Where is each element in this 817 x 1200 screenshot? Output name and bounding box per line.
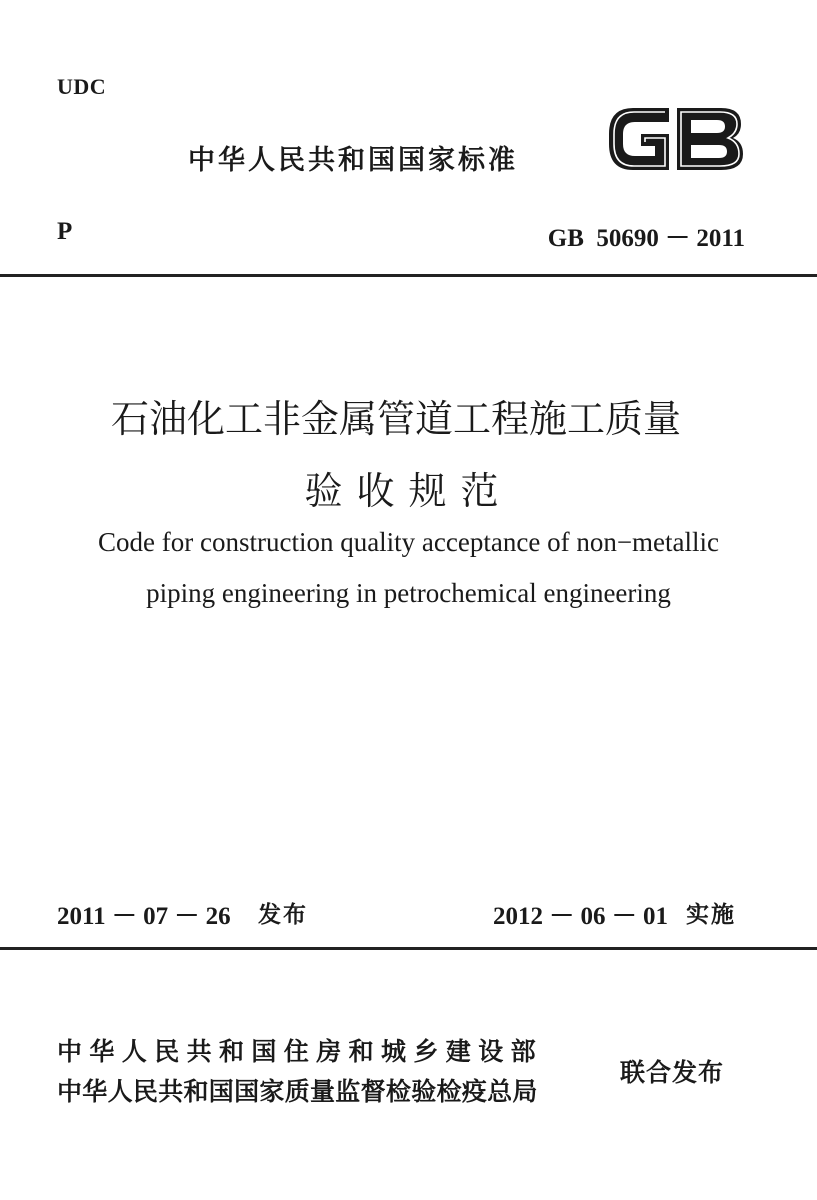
title-english-line-1: Code for construction quality acceptance of non−metallic (98, 527, 719, 557)
bottom-divider (0, 947, 817, 950)
title-english-line-2: piping engineering in petrochemical engineering (146, 578, 671, 608)
classification-code: P (57, 218, 73, 245)
top-divider (0, 274, 817, 277)
implementation-date: 2012 － 06 － 01 (493, 903, 669, 930)
title-chinese-line-1: 石油化工非金属管道工程施工质量 (110, 397, 681, 441)
gb-logo-icon (603, 100, 748, 178)
gb-logo (603, 100, 748, 178)
joint-issue-label: 联合发布 (620, 1058, 725, 1087)
issue-date: 2011 － 07 － 26 (57, 903, 231, 930)
title-chinese-line-2: 验收规范 (304, 469, 513, 513)
implementation-label: 实施 (686, 902, 736, 928)
udc-label: UDC (57, 74, 107, 99)
standard-number: GB 50690 － 2011 (547, 225, 745, 252)
standard-type: 中华人民共和国国家标准 (188, 145, 518, 176)
issuer-ministry: 中华人民共和国住房和城乡建设部 (57, 1037, 544, 1066)
issue-label: 发布 (258, 902, 308, 928)
issuer-aqsiq: 中华人民共和国国家质量监督检验检疫总局 (57, 1077, 538, 1106)
